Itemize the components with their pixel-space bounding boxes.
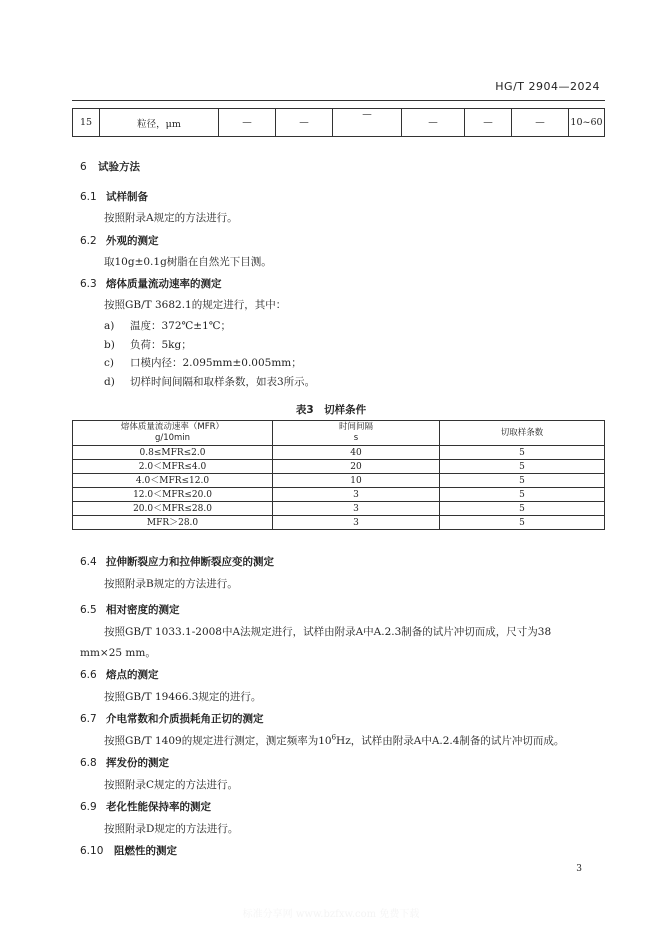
table-cell: 0.8≤MFR≤2.0 xyxy=(73,446,273,460)
section-6-7-heading: 6.7 介电常数和介质损耗角正切的测定 xyxy=(80,713,264,725)
table-cell: 40 xyxy=(273,446,440,460)
table-cell: 12.0＜MFR≤20.0 xyxy=(73,488,273,502)
table-cell: 3 xyxy=(273,488,440,502)
section-6-9-heading: 6.9 老化性能保持率的测定 xyxy=(80,801,211,813)
table-row xyxy=(73,516,605,530)
table-cell: 粒径，μm xyxy=(100,109,219,137)
list-item: c) 口模内径：2.095mm±0.005mm； xyxy=(104,357,302,369)
section-6-5-text: 按照GB/T 1033.1-2008中A法规定进行，试样由附录A中A.2.3制备的试片冲切而成，尺寸为38 xyxy=(104,626,552,638)
section-6-1-heading: 6.1 试样制备 xyxy=(80,191,148,203)
table-cell: 2.0＜MFR≤4.0 xyxy=(73,460,273,474)
list-item: b) 负荷：5kg； xyxy=(104,339,192,351)
section-6-6-heading: 6.6 熔点的测定 xyxy=(80,669,159,681)
table-cell: 5 xyxy=(440,474,605,488)
watermark: 标准分享网 www.bzfxw.com 免费下载 xyxy=(242,909,420,920)
spec-table-row-15 xyxy=(72,108,605,137)
page-number: 3 xyxy=(576,864,582,874)
table-row xyxy=(73,488,605,502)
section-6-3-text: 按照GB/T 3682.1的规定进行，其中： xyxy=(104,299,287,311)
column-header: 切取样条数 xyxy=(440,421,605,446)
table-3-caption: 表3 切样条件 xyxy=(295,404,367,416)
table-cell: — xyxy=(465,109,512,137)
header-rule xyxy=(72,100,605,101)
section-6-3-heading: 6.3 熔体质量流动速率的测定 xyxy=(80,278,222,290)
section-6-6-text: 按照GB/T 19466.3规定的进行。 xyxy=(104,691,262,703)
column-header: 熔体质量流动速率（MFR） g/10min xyxy=(73,421,273,446)
table-3-cut-conditions xyxy=(72,420,605,530)
table-row xyxy=(73,460,605,474)
section-6-9-text: 按照附录D规定的方法进行。 xyxy=(104,823,239,835)
section-6-10-heading: 6.10 阻燃性的测定 xyxy=(80,845,177,857)
table-cell: 5 xyxy=(440,488,605,502)
section-6-8-text: 按照附录C规定的方法进行。 xyxy=(104,779,239,791)
section-6-5-heading: 6.5 相对密度的测定 xyxy=(80,604,180,616)
table-row xyxy=(73,502,605,516)
table-cell: — xyxy=(512,109,569,137)
section-6-8-heading: 6.8 挥发份的测定 xyxy=(80,757,169,769)
section-6-4-heading: 6.4 拉伸断裂应力和拉伸断裂应变的测定 xyxy=(80,556,274,568)
table-cell: 15 xyxy=(73,109,100,137)
table-cell: 3 xyxy=(273,516,440,530)
section-6-2-text: 取10g±0.1g树脂在自然光下目测。 xyxy=(104,256,272,268)
section-6-2-heading: 6.2 外观的测定 xyxy=(80,235,159,247)
table-cell: 5 xyxy=(440,460,605,474)
table-cell: 10 xyxy=(273,474,440,488)
table-cell: 20 xyxy=(273,460,440,474)
table-cell: 5 xyxy=(440,502,605,516)
table-cell: 5 xyxy=(440,516,605,530)
table-header-row xyxy=(73,421,605,446)
list-item: d) 切样时间间隔和取样条数，如表3所示。 xyxy=(104,376,316,388)
table-cell: 5 xyxy=(440,446,605,460)
section-6-1-text: 按照附录A规定的方法进行。 xyxy=(104,212,238,224)
table-row xyxy=(73,474,605,488)
column-header: 时间间隔 s xyxy=(273,421,440,446)
section-6-heading: 6 试验方法 xyxy=(80,161,140,173)
table-row xyxy=(73,446,605,460)
table-cell: — xyxy=(402,109,465,137)
section-6-4-text: 按照附录B规定的方法进行。 xyxy=(104,578,238,590)
document-code: HG/T 2904—2024 xyxy=(495,80,600,93)
table-cell: MFR＞28.0 xyxy=(73,516,273,530)
table-cell: — xyxy=(276,109,333,137)
table-cell: 3 xyxy=(273,502,440,516)
table-cell: 20.0＜MFR≤28.0 xyxy=(73,502,273,516)
table-cell: — xyxy=(219,109,276,137)
list-item: a) 温度：372℃±1℃； xyxy=(104,320,232,332)
section-6-5-text-cont: mm×25 mm。 xyxy=(80,647,156,659)
table-cell: — xyxy=(333,109,402,137)
table-row xyxy=(73,109,605,137)
table-cell: 4.0＜MFR≤12.0 xyxy=(73,474,273,488)
section-6-7-text: 按照GB/T 1409的规定进行测定，测定频率为$10^6Hz$，试样由附录A中A.2.4制备的试片冲切而成。 xyxy=(104,733,565,747)
table-cell: 10~60 xyxy=(569,109,605,137)
